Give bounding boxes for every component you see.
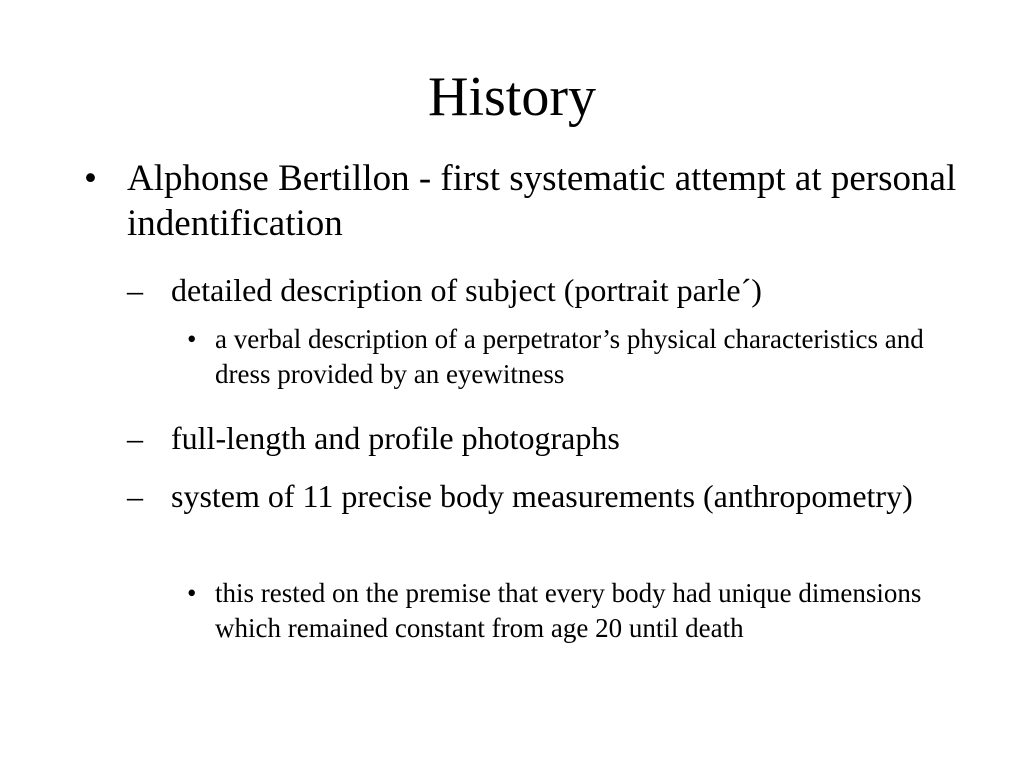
dash-marker: – bbox=[127, 272, 143, 308]
dash-marker: – bbox=[127, 420, 143, 456]
sub-point-text: system of 11 precise body measurements (anthropometry) bbox=[171, 478, 913, 514]
bullet-text: Alphonse Bertillon - first systematic attempt at personal indentification bbox=[127, 158, 957, 244]
slide-title: History bbox=[428, 66, 596, 128]
sub-point-measurements bbox=[127, 476, 947, 516]
bullet-marker: • bbox=[187, 578, 197, 608]
detail-premise bbox=[187, 576, 947, 646]
sub-point-photographs bbox=[127, 418, 947, 458]
detail-verbal-description bbox=[187, 322, 947, 392]
sub-point-text: full-length and profile photographs bbox=[171, 420, 620, 456]
detail-text: this rested on the premise that every body had unique dimensions which remained constant from age 20 until death bbox=[215, 578, 922, 643]
bullet-marker: • bbox=[187, 324, 197, 354]
dash-marker: – bbox=[127, 478, 143, 514]
bullet-marker: • bbox=[84, 158, 97, 199]
detail-text: a verbal description of a perpetrator’s physical characteristics and dress provided by an eyewitness bbox=[215, 324, 924, 389]
bullet-bertillon bbox=[84, 156, 964, 246]
sub-point-text: detailed description of subject (portrait parle´) bbox=[171, 272, 762, 308]
sub-point-detailed-description bbox=[127, 270, 947, 310]
